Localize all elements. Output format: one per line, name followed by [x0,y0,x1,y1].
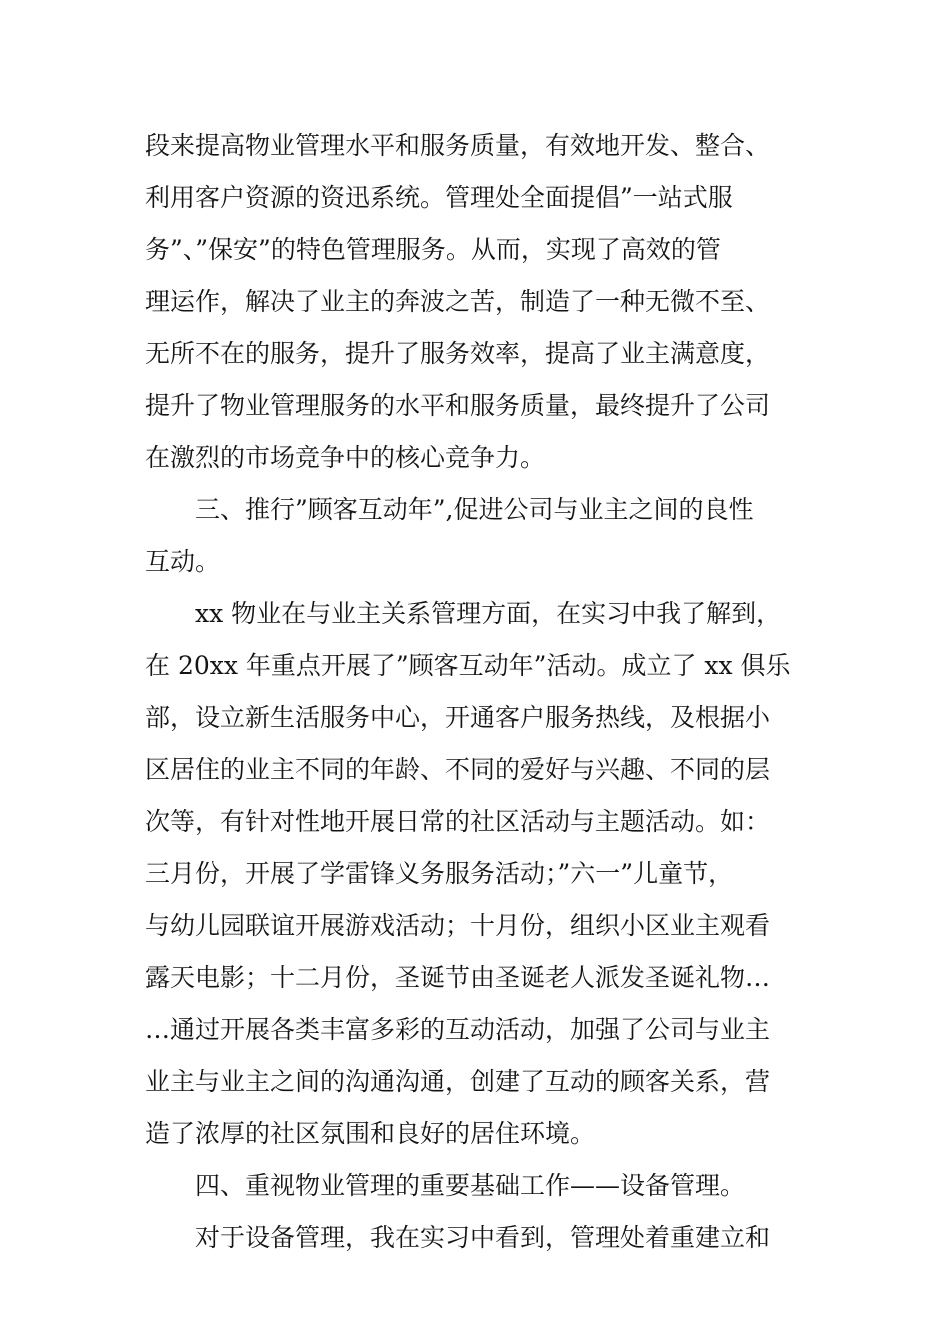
text-line: 次等，有针对性地开展日常的社区活动与主题活动。如： [145,807,771,836]
text-line: 区居住的业主不同的年龄、不同的爱好与兴趣、不同的层 [145,755,771,784]
text-line: 段来提高物业管理水平和服务质量，有效地开发、整合、 [145,131,771,160]
section-heading: 三、推行”顾客互动年”,促进公司与业主之间的良性 [195,495,754,524]
section-heading: 四、重视物业管理的重要基础工作——设备管理。 [195,1171,746,1200]
text-line: 无所不在的服务，提升了服务效率，提高了业主满意度， [145,339,771,368]
text-line: 务”、”保安”的特色管理服务。从而，实现了高效的管 [145,235,721,264]
text-line: 业主与业主之间的沟通沟通，创建了互动的顾客关系，营 [145,1067,771,1096]
text-line: 互动。 [145,547,221,576]
text-line: …通过开展各类丰富多彩的互动活动，加强了公司与业主 [145,1015,771,1044]
text-line: 理运作，解决了业主的奔波之苦，制造了一种无微不至、 [145,287,771,316]
text-line: 在激烈的市场竞争中的核心竞争力。 [145,443,546,472]
text-line: 利用客户资源的资迅系统。管理处全面提倡”一站式服 [145,183,733,212]
text-line: 造了浓厚的社区氛围和良好的居住环境。 [145,1119,596,1148]
text-line: 部，设立新生活服务中心，开通客户服务热线，及根据小 [145,703,771,732]
paragraph-start: xx 物业在与业主关系管理方面，在实习中我了解到， [195,599,782,628]
text-line: 提升了物业管理服务的水平和服务质量，最终提升了公司 [145,391,771,420]
text-line: 与幼儿园联谊开展游戏活动；十月份，组织小区业主观看 [145,911,771,940]
text-line: 露天电影；十二月份，圣诞节由圣诞老人派发圣诞礼物… [145,963,771,992]
text-line: 在 20xx 年重点开展了”顾客互动年”活动。成立了 xx 俱乐 [145,651,791,680]
text-line: 三月份，开展了学雷锋义务服务活动；”六一”儿童节， [145,859,734,888]
paragraph-start: 对于设备管理，我在实习中看到，管理处着重建立和 [195,1223,771,1252]
